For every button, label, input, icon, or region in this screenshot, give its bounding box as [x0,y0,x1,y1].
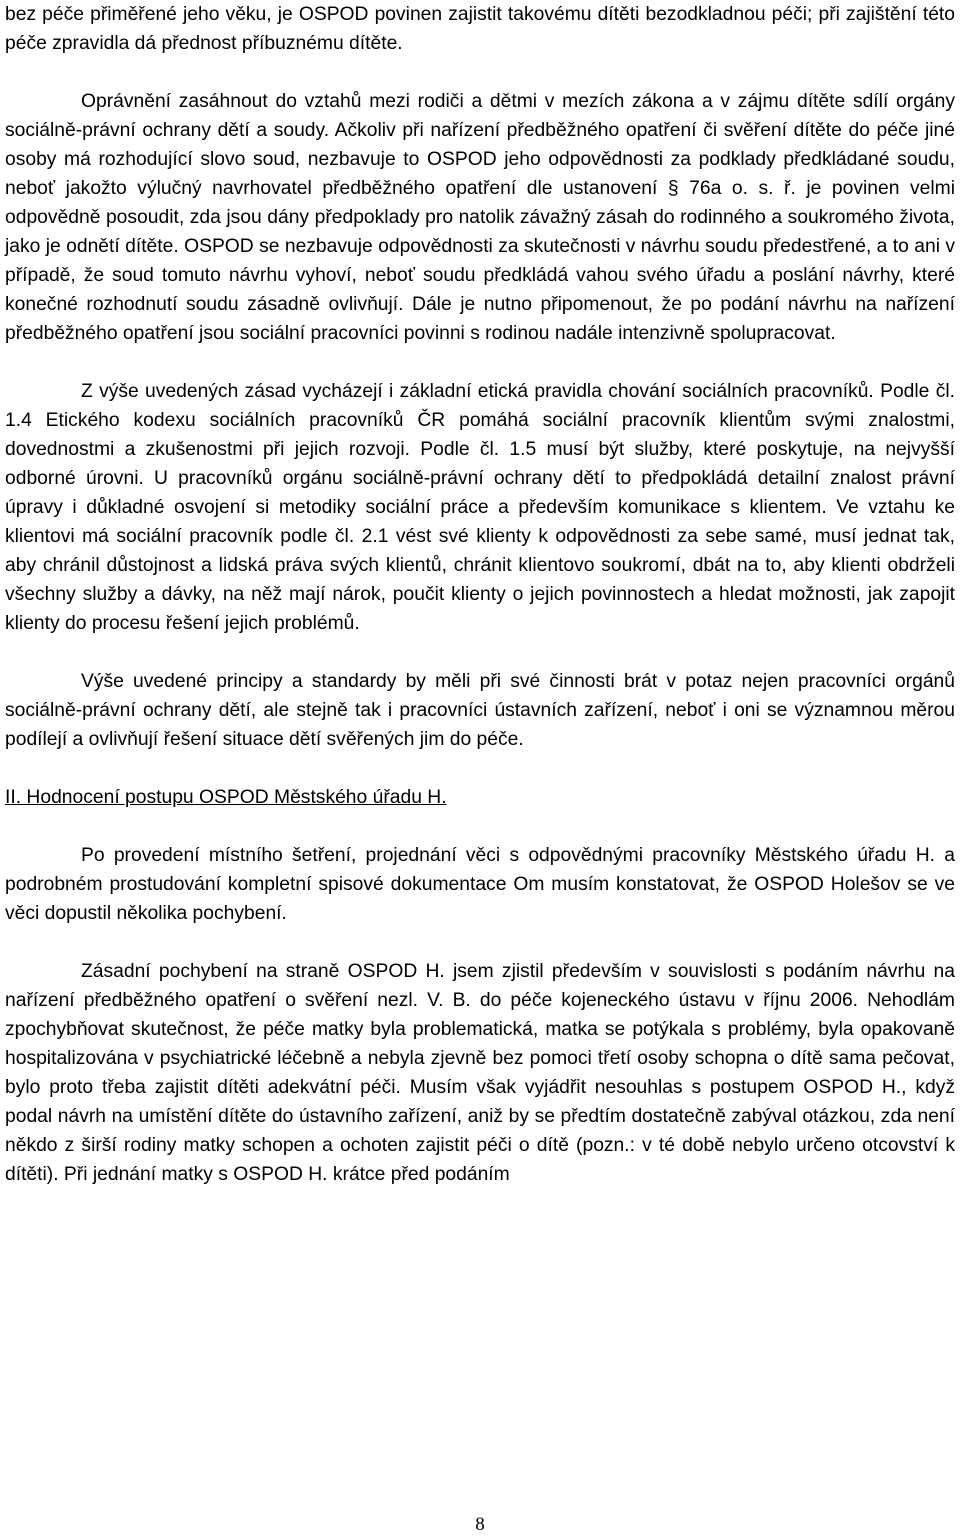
paragraph-4: Výše uvedené principy a standardy by měli při své činnosti brát v potaz nejen pracovníci orgánů sociálně-právní ochrany dětí, ale stejně tak i pracovníci ústavních zařízení, neboť i oni se významnou měrou podílejí a ovlivňují řešení situace dětí svěřených jim do péče. [5,671,955,750]
paragraph-3: Z výše uvedených zásad vycházejí i základní etická pravidla chování sociálních pracovníků. Podle čl. 1.4 Etického kodexu sociálních pracovníků ČR pomáhá sociální pracovník klientům svými znalostmi, dovednostmi a zkušenostmi při jejich rozvoji. Podle čl. 1.5 musí být služby, které poskytuje, na nejvyšší odborné úrovni. U pracovníků orgánu sociálně-právní ochrany dětí to předpokládá detailní znalost právní úpravy i důkladné osvojení si metodiky sociální práce a především komunikace s klientem. Ve vztahu ke klientovi má sociální pracovník podle čl. 2.1 vést své klienty k odpovědnosti za sebe samé, musí jednat tak, aby chránil důstojnost a lidská práva svých klientů, chránit klientovo soukromí, dbát na to, aby klienti obdrželi všechny služby a dávky, na něž mají nárok, poučit klienty o jejich povinnostech a hledat možnosti, jak zapojit klienty do procesu řešení jejich problémů. [5,381,955,634]
paragraph-1: bez péče přiměřené jeho věku, je OSPOD povinen zajistit takovému dítěti bezodkladnou péči; při zajištění této péče zpravidla dá přednost příbuznému dítěte. [5,4,955,54]
paragraph-gap [5,58,955,87]
paragraph-gap [5,812,955,841]
paragraph-gap [5,928,955,957]
paragraph-gap [5,348,955,377]
document-page [5,0,955,1189]
paragraph-6: Zásadní pochybení na straně OSPOD H. jsem zjistil především v souvislosti s podáním návrhu na nařízení předběžného opatření o svěření nezl. V. B. do péče kojeneckého ústavu v říjnu 2006. Nehodlám zpochybňovat skutečnost, že péče matky byla problematická, matka se potýkala s problémy, byla opakovaně hospitalizována v psychiatrické léčebně a nebyla zjevně bez pomoci třetí osoby schopna o dítě sama pečovat, bylo proto třeba zajistit dítěti adekvátní péči. Musím však vyjádřit nesouhlas s postupem OSPOD H., když podal návrh na umístění dítěte do ústavního zařízení, aniž by se předtím dostatečně zabýval otázkou, zda není někdo z širší rodiny matky schopen a ochoten zajistit péči o dítě (pozn.: v té době nebylo určeno otcovství k dítěti). Při jednání matky s OSPOD H. krátce před podáním [5,961,955,1185]
paragraph-gap [5,638,955,667]
page-number: 8 [475,1514,485,1535]
paragraph-gap [5,754,955,783]
paragraph-2: Oprávnění zasáhnout do vztahů mezi rodiči a dětmi v mezích zákona a v zájmu dítěte sdílí orgány sociálně-právní ochrany dětí a soudy. Ačkoliv při nařízení předběžného opatření či svěření dítěte do péče jiné osoby má rozhodující slovo soud, nezbavuje to OSPOD jeho odpovědnosti za podklady předkládané soudu, neboť jakožto výlučný navrhovatel předběžného opatření dle ustanovení § 76a o. s. ř. je povinen velmi odpovědně posoudit, zda jsou dány předpoklady pro natolik závažný zásah do rodinného a soukromého života, jako je odnětí dítěte. OSPOD se nezbavuje odpovědnosti za skutečnosti v návrhu soudu předestřené, a to ani v případě, že soud tomuto návrhu vyhoví, neboť soudu předkládá vahou svého úřadu a poslání návrhy, které konečné rozhodnutí soudu zásadně ovlivňují. Dále je nutno připomenout, že po podání návrhu na nařízení předběžného opatření jsou sociální pracovníci povinni s rodinou nadále intenzivně spolupracovat. [5,91,955,344]
section-heading: II. Hodnocení postupu OSPOD Městského úřadu H. [5,787,447,808]
paragraph-5: Po provedení místního šetření, projednání věci s odpovědnými pracovníky Městského úřadu H. a podrobném prostudování kompletní spisové dokumentace Om musím konstatovat, že OSPOD Holešov se ve věci dopustil několika pochybení. [5,845,955,924]
